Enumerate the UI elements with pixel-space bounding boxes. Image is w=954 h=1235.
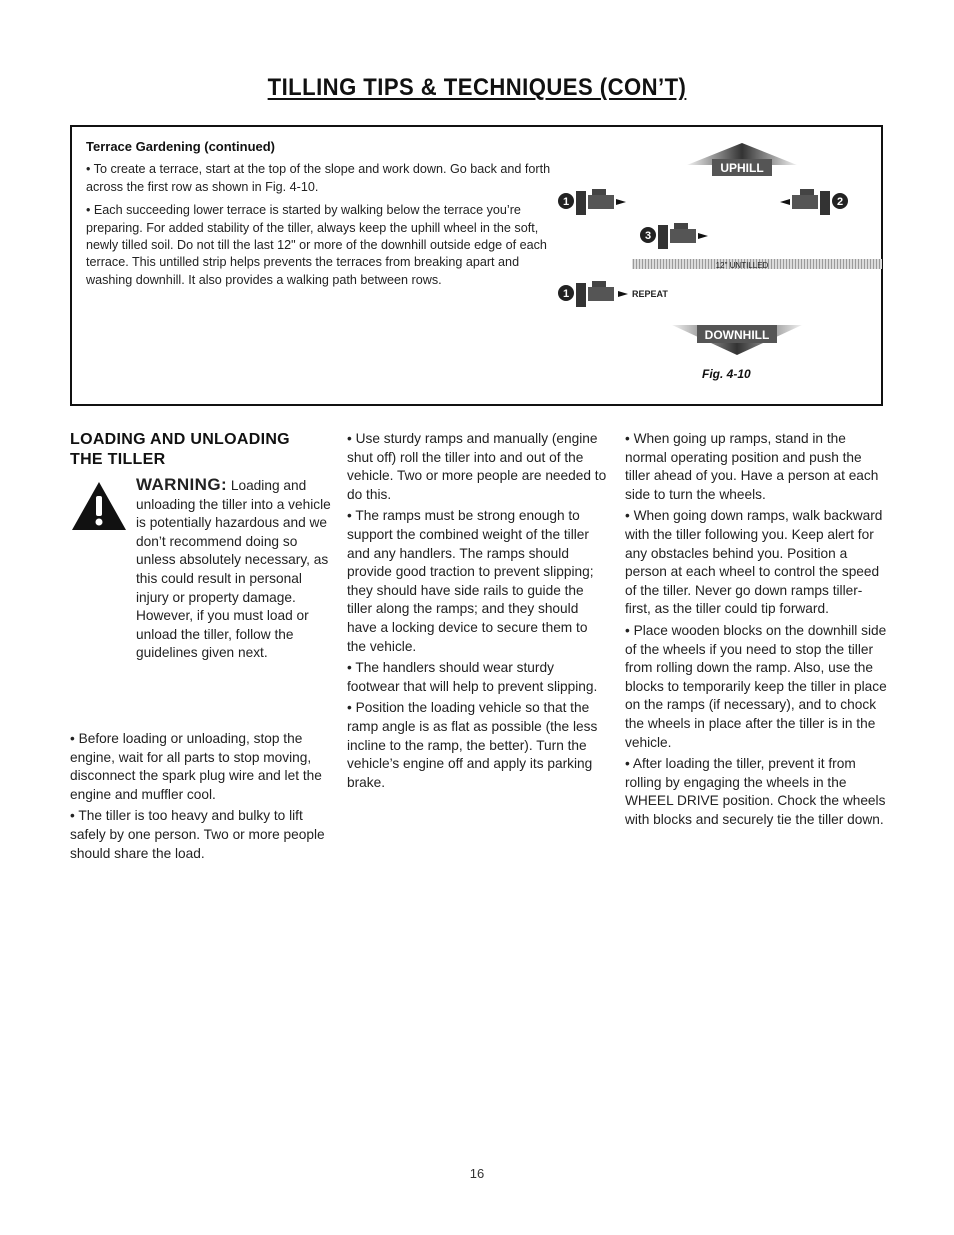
col3-paragraph-3: • Place wooden blocks on the downhill side of the wheels if you need to stop the tiller from rolling down the ramp. Also, use the blocks to temporarily keep the tiller in place on the ramps (if necessary), and to chock the wheels in place after the tiller is in the vehicle.: [625, 622, 887, 750]
col2-paragraph-1: • Use sturdy ramps and manually (engine shut off) roll the tiller into and out of the vehicle. Two or more people are needed to do this.: [347, 431, 607, 502]
figure-caption: Fig. 4-10: [702, 367, 751, 381]
col1-paragraph-1: • Before loading or unloading, stop the engine, wait for all parts to stop moving, disconnect the spark plug wire and let the engine and muffler cool.: [70, 731, 322, 802]
col2-paragraph-4: • Position the loading vehicle so that the ramp angle is as flat as possible (the less incline to the ramp, the better). Turn the vehicle’s engine off and apply its parking brake.: [347, 700, 598, 790]
untilled-strip: [632, 259, 882, 270]
terrace-figure: [552, 135, 882, 403]
uphill-label: UPHILL: [720, 161, 764, 175]
arrow-right-icon: [618, 291, 628, 297]
page-number: 16: [469, 1166, 485, 1181]
page-title: TILLING TIPS & TECHNIQUES (CON’T): [267, 74, 687, 101]
terrace-heading: Terrace Gardening (continued): [86, 139, 276, 154]
warning-triangle-icon: [70, 480, 128, 532]
step-number-3: 3: [644, 230, 652, 242]
warning-label: WARNING:: [136, 475, 228, 494]
terrace-text: [86, 138, 556, 295]
col2-paragraph-2: • The ramps must be strong enough to support the combined weight of the tiller and any handlers. The ramps should provide good traction to prevent slipping; they should have side rails to guide the tiller along the ramps; and they should have a locking device to secure them to the vehicle.: [347, 508, 594, 654]
loading-heading-line1: LOADING AND UNLOADING: [70, 431, 290, 448]
uphill-arrow: [687, 143, 797, 176]
col2-paragraph-3: • The handlers should wear sturdy footwear that will help to prevent slipping.: [347, 660, 598, 694]
arrow-right-icon: [698, 233, 708, 239]
tiller-row2: [640, 223, 708, 249]
col3-paragraph-1: • When going up ramps, stand in the normal operating position and push the tiller ahead of you. Have a person at each side to turn the wheels.: [625, 431, 879, 502]
column-3: [625, 430, 887, 832]
step-number-2: 2: [836, 196, 844, 208]
tiller-row1-right: [780, 189, 848, 215]
column-2: [347, 430, 609, 795]
repeat-label: REPEAT: [632, 289, 668, 299]
terrace-paragraph-1: • To create a terrace, start at the top of the slope and work down. Go back and forth across the first row as shown in Fig. 4-10.: [86, 162, 551, 194]
col3-paragraph-2: • When going down ramps, walk backward with the tiller following you. Keep alert for any obstacles behind you. Position a person at each wheel to control the speed of the tiller. Never go down ramps tiller-first, as the tiller could tip forward.: [625, 508, 883, 617]
loading-heading: [70, 430, 332, 470]
col1-paragraph-2: • The tiller is too heavy and bulky to lift safely by one person. Two or more people should share the load.: [70, 808, 325, 861]
tiller-row1-left: [558, 189, 626, 215]
step-number-1-repeat: 1: [562, 288, 570, 300]
warning-text: [136, 476, 332, 663]
loading-heading-line2: THE TILLER: [70, 451, 166, 468]
terrace-gardening-box: [70, 125, 883, 406]
downhill-label: DOWNHILL: [704, 328, 770, 342]
terrace-paragraph-2: • Each succeeding lower terrace is started by walking below the terrace you’re preparing. For added stability of the tiller, always keep the uphill wheel in the soft, newly tilled soil. Do not till the last 12" or more of the downhill outside edge of each terrace. This untilled strip helps prevents the terraces from breaking apart and washing downhill. It also provides a walking path between rows.: [86, 203, 547, 287]
downhill-arrow: [672, 325, 802, 355]
arrow-right-icon: [616, 199, 626, 205]
untilled-label: 12" UNTILLED: [715, 261, 769, 270]
tiller-row3: [558, 281, 668, 307]
step-number-1: 1: [562, 196, 570, 208]
column-1: [70, 430, 332, 866]
warning-block: [70, 476, 332, 724]
col3-paragraph-4: • After loading the tiller, prevent it from rolling by engaging the wheels in the WHEEL DRIVE position. Chock the wheels with blocks and securely tie the tiller down.: [625, 756, 886, 827]
warning-body: Loading and unloading the tiller into a vehicle is potentially hazardous and we don’t recommend doing so unless absolutely necessary, as this could result in personal injury or property damage. However, if you must load or unload the tiller, follow the guidelines given next.: [136, 478, 331, 661]
arrow-left-icon: [780, 199, 790, 205]
